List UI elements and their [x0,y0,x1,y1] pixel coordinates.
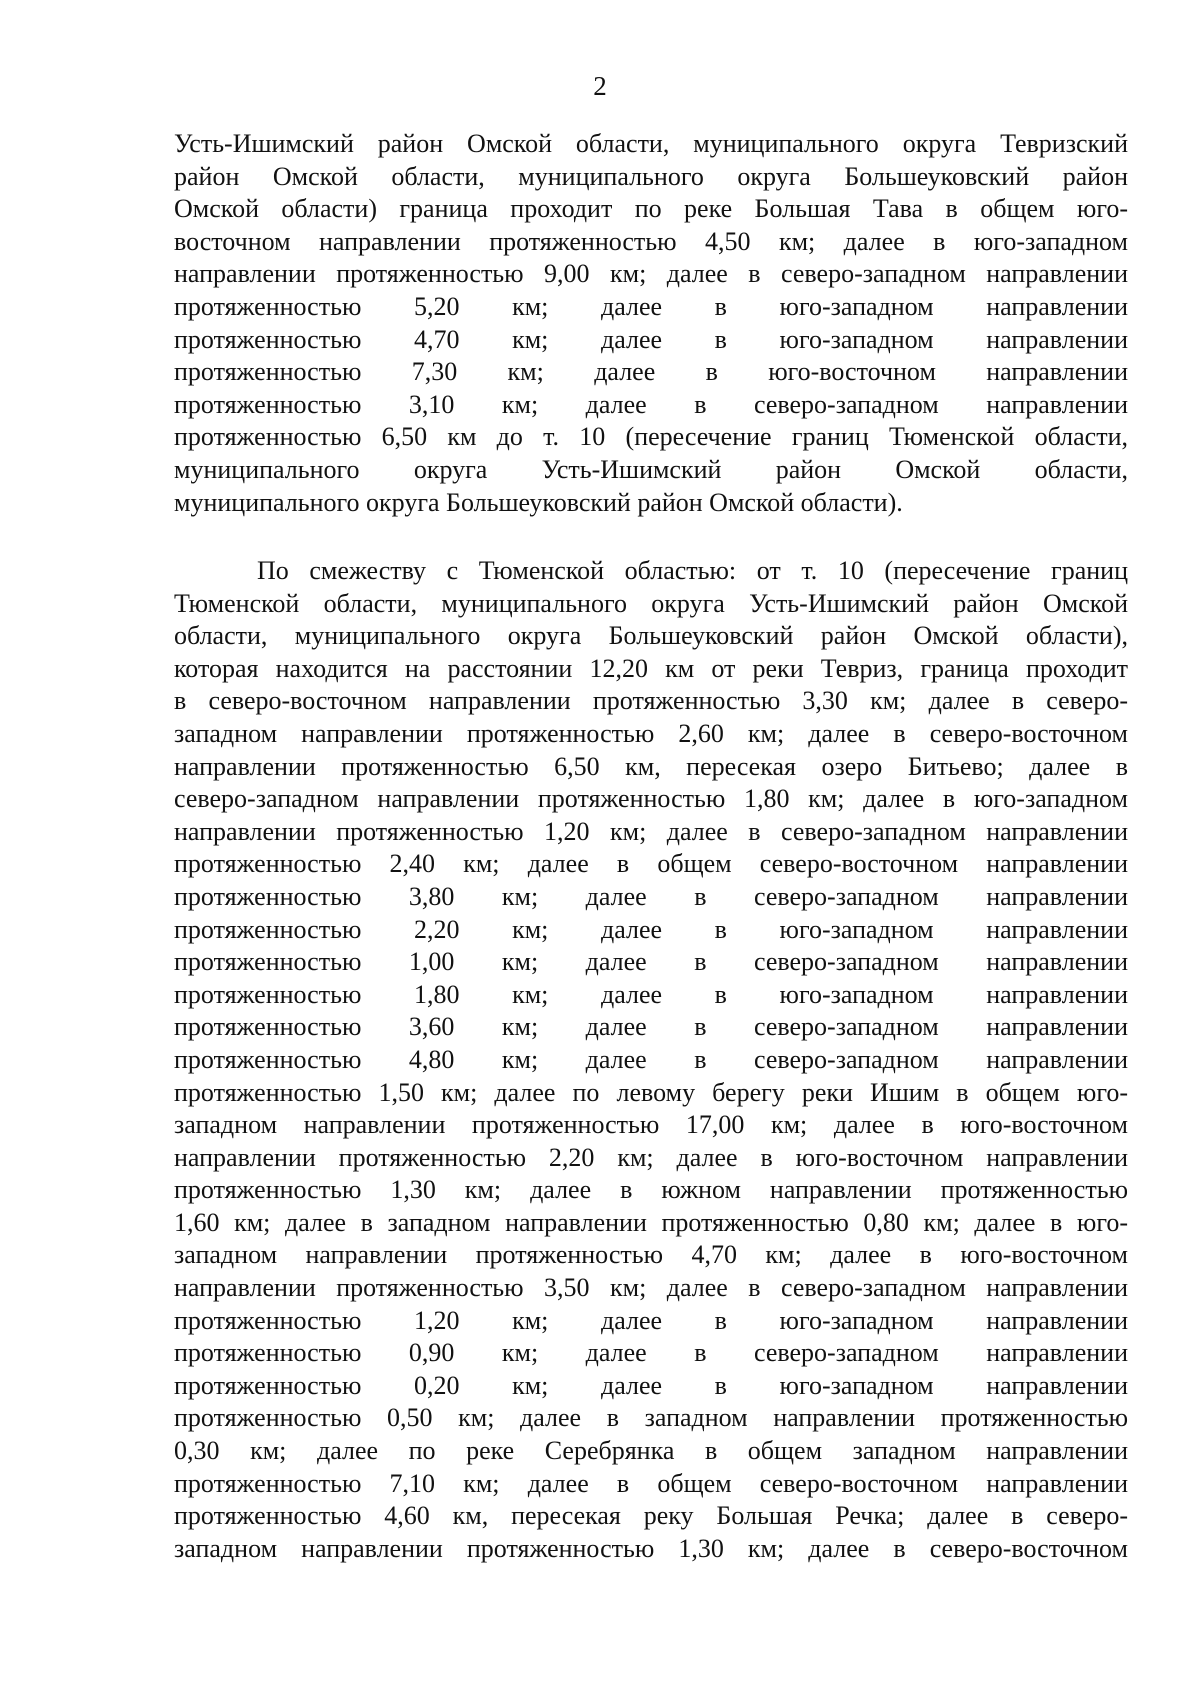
text-line: протяженностью 3,60 км; далее в северо-западном направлении [174,1012,1128,1042]
text-line: протяженностью 7,30 км; далее в юго-восточном направлении [174,357,1128,387]
text-line: протяженностью 1,00 км; далее в северо-западном направлении [174,947,1128,977]
text-line: протяженностью 3,80 км; далее в северо-западном направлении [174,881,1128,911]
text-line: муниципального округа Усть-Ишимский район Омской области, [174,454,1128,484]
text-line: протяженностью 4,70 км; далее в юго-западном направлении [174,324,1128,354]
text-line: области, муниципального округа Большеуковский район Омской области), [174,621,1128,651]
text-line: протяженностью 0,50 км; далее в западном направлении протяженностью [174,1403,1128,1433]
text-line: протяженностью 2,40 км; далее в общем северо-восточном направлении [174,849,1128,879]
text-line: восточном направлении протяженностью 4,50 км; далее в юго-западном [174,226,1128,256]
text-line: протяженностью 3,10 км; далее в северо-западном направлении [174,389,1128,419]
page-number: 2 [593,71,607,101]
text-line: направлении протяженностью 2,20 км; далее в юго-восточном направлении [174,1142,1128,1172]
text-line: район Омской области, муниципального округа Большеуковский район [174,161,1128,191]
text-line: протяженностью 0,90 км; далее в северо-западном направлении [174,1338,1128,1368]
text-line: направлении протяженностью 6,50 км, пересекая озеро Битьево; далее в [174,751,1128,781]
paragraph-1 [174,128,1128,519]
text-line: протяженностью 1,30 км; далее в южном направлении протяженностью [174,1175,1128,1205]
paragraph-2 [174,555,1128,1565]
text-line: протяженностью 1,50 км; далее по левому берегу реки Ишим в общем юго- [174,1077,1128,1107]
text-line: По смежеству с Тюменской областью: от т. 10 (пересечение границ [257,556,1128,585]
text-line: протяженностью 0,20 км; далее в юго-западном направлении [174,1370,1128,1400]
text-line: 0,30 км; далее по реке Серебрянка в общем западном направлении [174,1436,1128,1466]
text-line: протяженностью 1,80 км; далее в юго-западном направлении [174,979,1128,1009]
text-line: протяженностью 4,80 км; далее в северо-западном направлении [174,1044,1128,1074]
text-line: муниципального округа Большеуковский район Омской области). [174,487,903,517]
text-line: 1,60 км; далее в западном направлении протяженностью 0,80 км; далее в юго- [174,1207,1128,1237]
text-line: Омской области) граница проходит по реке Большая Тава в общем юго- [174,194,1128,224]
text-line: направлении протяженностью 3,50 км; далее в северо-западном направлении [174,1273,1128,1303]
text-line: Тюменской области, муниципального округа Усть-Ишимский район Омской [174,588,1128,618]
text-line: в северо-восточном направлении протяженностью 3,30 км; далее в северо- [174,686,1128,716]
text-line: протяженностью 4,60 км, пересекая реку Большая Речка; далее в северо- [174,1501,1128,1531]
text-line: направлении протяженностью 9,00 км; далее в северо-западном направлении [174,259,1128,289]
text-line: Усть-Ишимский район Омской области, муниципального округа Тевризский [174,129,1128,158]
text-line: западном направлении протяженностью 4,70 км; далее в юго-восточном [174,1240,1128,1270]
text-line: западном направлении протяженностью 2,60 км; далее в северо-восточном [174,718,1128,748]
text-line: северо-западном направлении протяженностью 1,80 км; далее в юго-западном [174,784,1128,814]
text-line: протяженностью 6,50 км до т. 10 (пересечение границ Тюменской области, [174,422,1128,452]
text-line: протяженностью 2,20 км; далее в юго-западном направлении [174,914,1128,944]
text-line: протяженностью 7,10 км; далее в общем северо-восточном направлении [174,1468,1128,1498]
text-line: западном направлении протяженностью 1,30 км; далее в северо-восточном [174,1533,1128,1563]
text-line: направлении протяженностью 1,20 км; далее в северо-западном направлении [174,816,1128,846]
text-line: протяженностью 5,20 км; далее в юго-западном направлении [174,291,1128,321]
text-line: западном направлении протяженностью 17,00 км; далее в юго-восточном [174,1110,1128,1140]
text-line: которая находится на расстоянии 12,20 км от реки Тевриз, граница проходит [174,653,1128,683]
text-line: протяженностью 1,20 км; далее в юго-западном направлении [174,1305,1128,1335]
